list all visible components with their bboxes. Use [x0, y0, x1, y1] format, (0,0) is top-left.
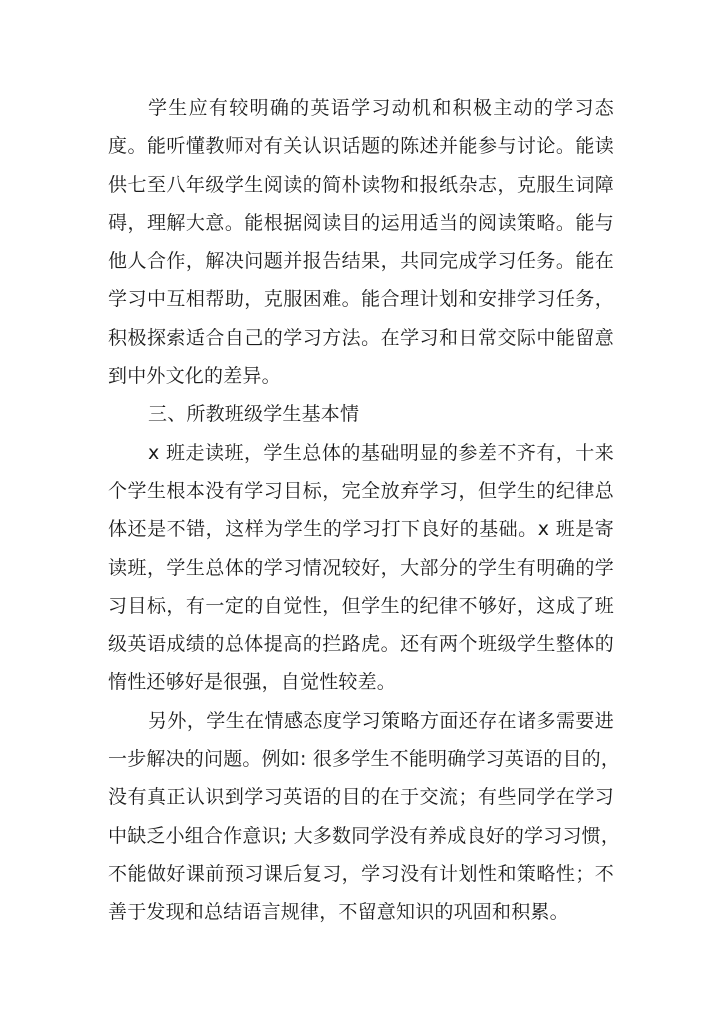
- text-line: 个学生根本没有学习目标，完全放弃学习，但学生的纪律总: [108, 479, 614, 502]
- text-line: 供七至八年级学生阅读的简朴读物和报纸杂志，克服生词障: [108, 173, 614, 196]
- text-line: 一步解决的问题。例如: 很多学生不能明确学习英语的目的，: [108, 748, 621, 771]
- text-line: 碍，理解大意。能根据阅读目的运用适当的阅读策略。能与: [108, 211, 614, 234]
- text-line: 不能做好课前预习课后复习，学习没有计划性和策略性；不: [108, 862, 614, 885]
- text-line: 惰性还够好是很强，自觉性较差。: [108, 671, 397, 694]
- text-line: 度。能听懂教师对有关认识话题的陈述并能参与讨论。能读: [108, 135, 614, 158]
- text-line: 读班，学生总体的学习情况较好，大部分的学生有明确的学: [108, 556, 614, 579]
- text-line: 学习中互相帮助，克服困难。能合理计划和安排学习任务，: [108, 288, 614, 311]
- text-line: 到中外文化的差异。: [108, 365, 281, 388]
- text-line: 中缺乏小组合作意识; 大多数同学没有养成良好的学习习惯，: [108, 824, 621, 847]
- text-line: 体还是不错，这样为学生的学习打下良好的基础。x 班是寄: [108, 518, 614, 541]
- text-line: 另外，学生在情感态度学习策略方面还存在诸多需要进: [148, 709, 614, 732]
- text-line: 积极探索适合自己的学习方法。在学习和日常交际中能留意: [108, 326, 614, 349]
- text-line: 学生应有较明确的英语学习动机和积极主动的学习态: [148, 97, 614, 119]
- text-line: 级英语成绩的总体提高的拦路虎。还有两个班级学生整体的: [108, 633, 614, 656]
- text-line: 没有真正认识到学习英语的目的在于交流；有些同学在学习: [108, 786, 614, 809]
- text-line: 善于发现和总结语言规律，不留意知识的巩固和积累。: [108, 901, 569, 924]
- document-body: [108, 89, 621, 932]
- text-line: 他人合作，解决问题并报告结果，共同完成学习任务。能在: [108, 250, 614, 273]
- text-line: 习目标，有一定的自觉性，但学生的纪律不够好，这成了班: [108, 594, 614, 617]
- section-heading: 三、所教班级学生基本情: [148, 403, 360, 426]
- text-line: x 班走读班，学生总体的基础明显的参差不齐有，十来: [148, 441, 614, 464]
